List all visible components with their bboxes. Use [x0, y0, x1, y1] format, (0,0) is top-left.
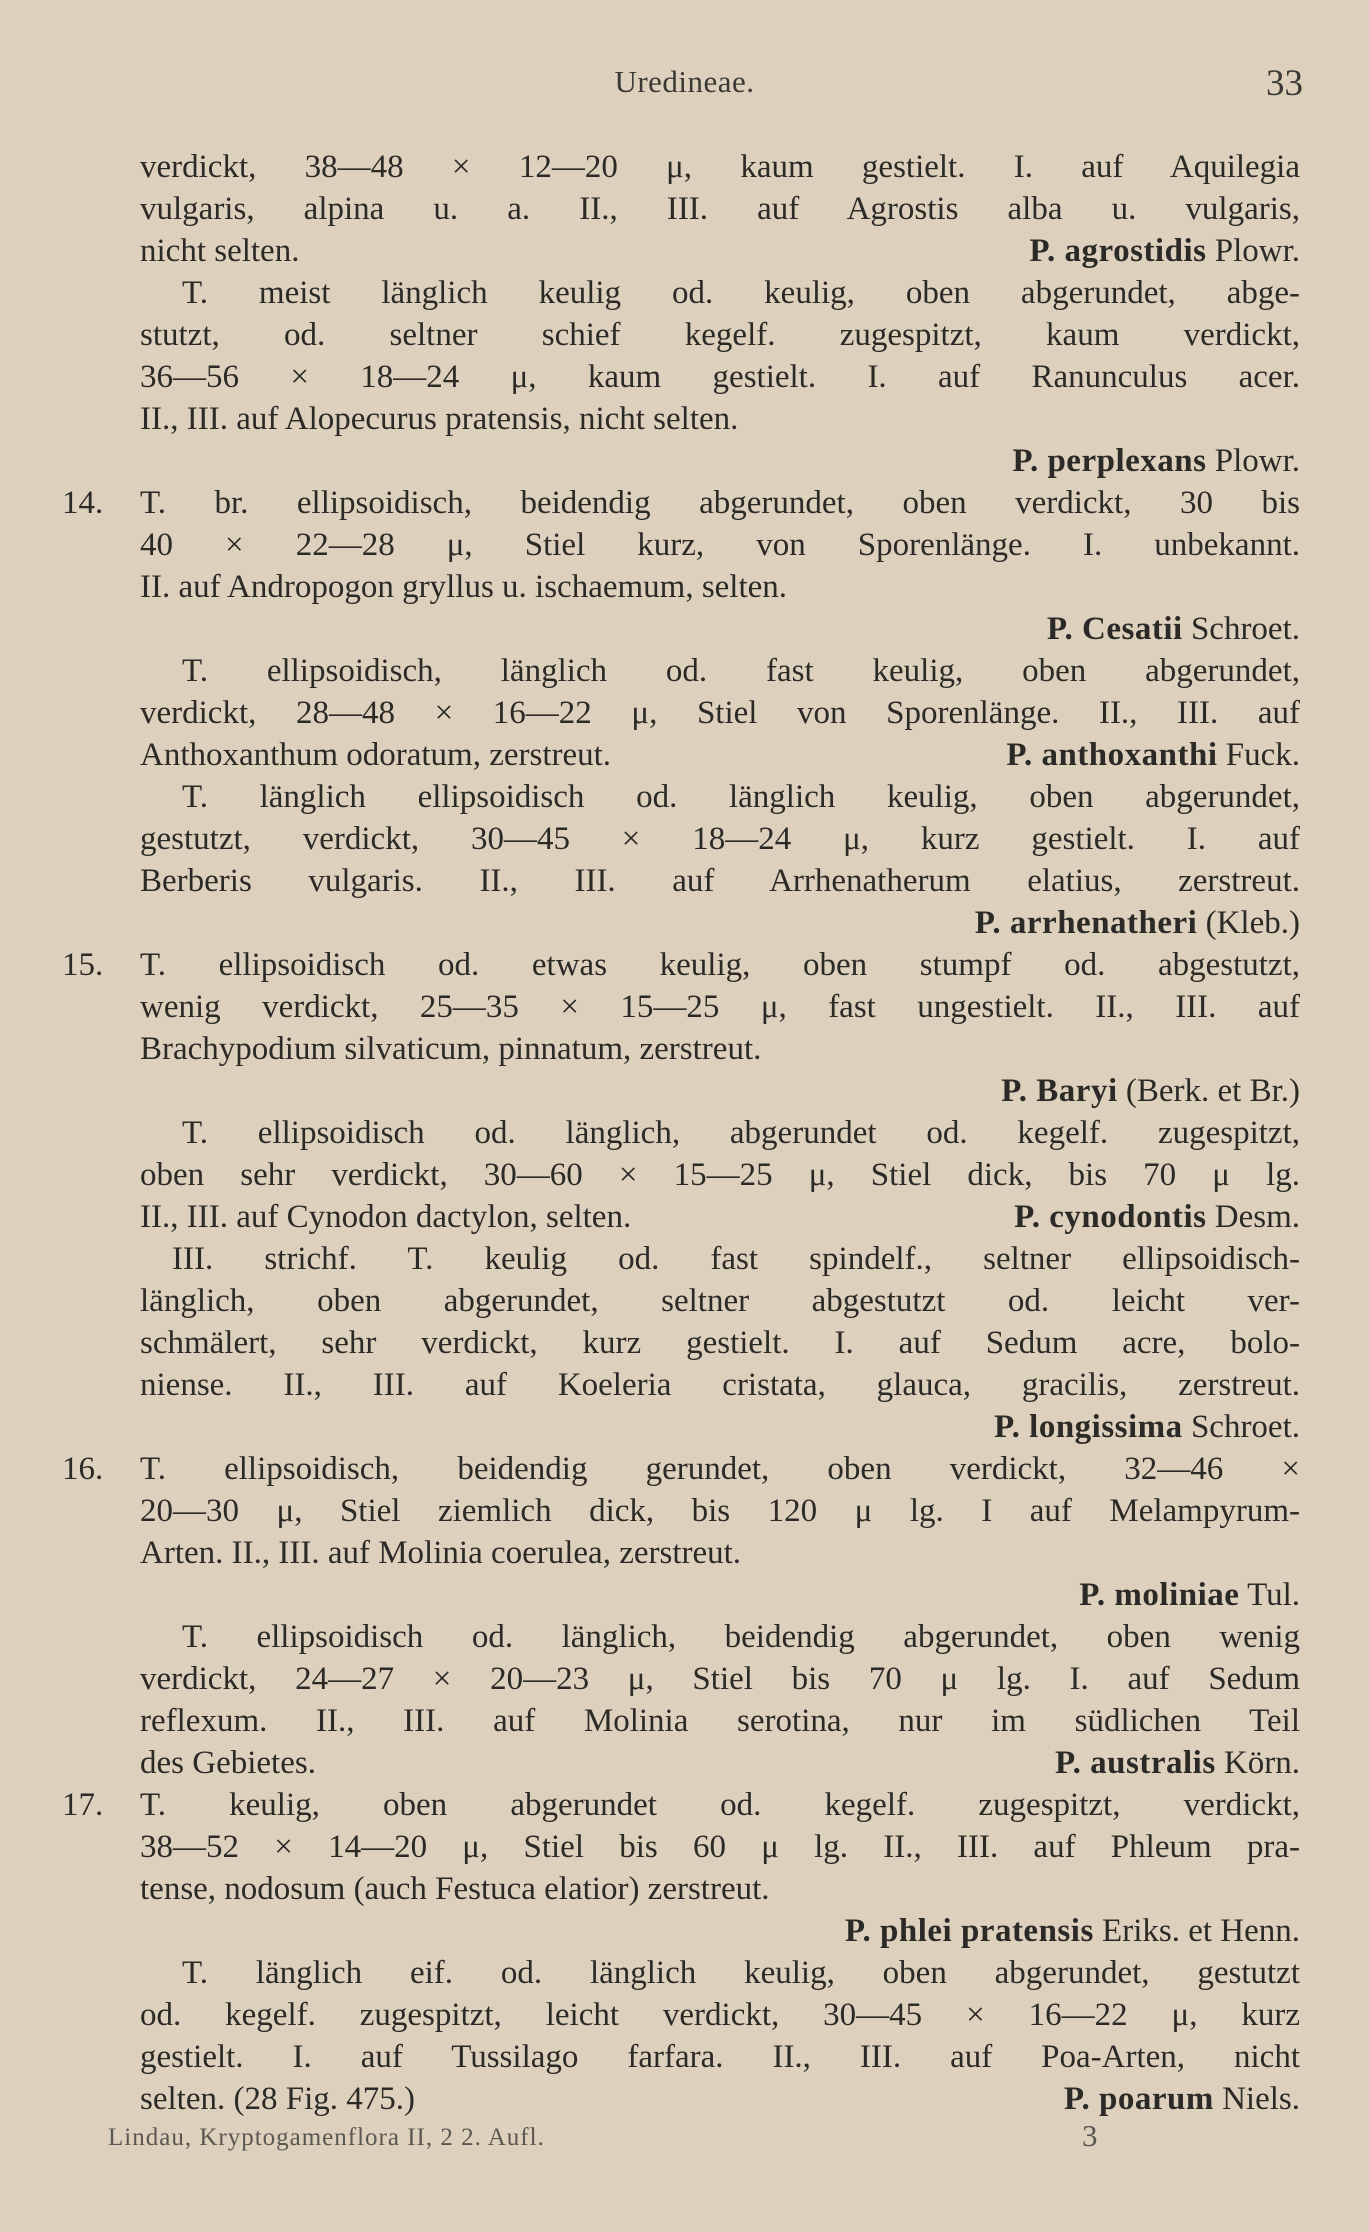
species-name — [1079, 1577, 1300, 1613]
species-binomial: P. australis — [1055, 1745, 1216, 1781]
text-line — [62, 1784, 1300, 1826]
line-text: T. ellipsoidisch, beidendig gerundet, oben verdickt, 32—46 × — [140, 1451, 1300, 1487]
text-line — [140, 902, 1300, 944]
species-binomial: P. Baryi — [1001, 1073, 1118, 1109]
line-text: niense. II., III. auf Koeleria cristata, glauca, gracilis, zerstreut. — [140, 1367, 1300, 1403]
text-line — [140, 650, 1300, 692]
entry-number: 14. — [62, 485, 104, 521]
line-text: od. kegelf. zugespitzt, leicht verdickt, 30—45 × 16—22 μ, kurz — [140, 1997, 1300, 2033]
line-text: T. br. ellipsoidisch, beidendig abgerundet, oben verdickt, 30 bis — [140, 485, 1300, 521]
text-line — [140, 1364, 1300, 1406]
text-line — [140, 2078, 1300, 2120]
line-text: gestielt. I. auf Tussilago farfara. II., III. auf Poa-Arten, nicht — [140, 2039, 1300, 2075]
footer-citation: Lindau, Kryptogamenflora II, 2 2. Aufl. — [108, 2124, 545, 2151]
text-line — [140, 230, 1300, 272]
line-text: Berberis vulgaris. II., III. auf Arrhenatherum elatius, zerstreut. — [140, 863, 1300, 899]
line-text: des Gebietes. — [140, 1745, 316, 1781]
species-author: Niels. — [1213, 2081, 1300, 2117]
line-text: T. länglich ellipsoidisch od. länglich keulig, oben abgerundet, — [182, 779, 1300, 815]
species-author: Desm. — [1206, 1199, 1300, 1235]
running-title: Uredineae. — [614, 64, 755, 99]
line-text: oben sehr verdickt, 30—60 × 15—25 μ, Stiel dick, bis 70 μ lg. — [140, 1157, 1300, 1193]
line-text: verdickt, 28—48 × 16—22 μ, Stiel von Sporenlänge. II., III. auf — [140, 695, 1300, 731]
text-line — [140, 1196, 1300, 1238]
species-name — [845, 1913, 1300, 1949]
species-author: Körn. — [1215, 1745, 1300, 1781]
species-name — [1001, 1073, 1300, 1109]
text-line — [140, 146, 1300, 188]
line-text: III. strichf. T. keulig od. fast spindelf., seltner ellipsoidisch- — [172, 1241, 1300, 1277]
signature-mark: 3 — [1082, 2118, 1098, 2153]
text-line — [140, 986, 1300, 1028]
species-name — [1006, 734, 1300, 776]
line-text: 40 × 22—28 μ, Stiel kurz, von Sporenlänge. I. unbekannt. — [140, 527, 1300, 563]
text-line — [140, 1406, 1300, 1448]
line-text: reflexum. II., III. auf Molinia serotina, nur im südlichen Teil — [140, 1703, 1300, 1739]
species-name — [1029, 230, 1300, 272]
species-name — [975, 905, 1300, 941]
species-binomial: P. Cesatii — [1046, 611, 1183, 647]
page-number: 33 — [1266, 63, 1303, 104]
text-line — [140, 1574, 1300, 1616]
species-author: Plowr. — [1206, 233, 1300, 269]
species-binomial: P. phlei pratensis — [844, 1913, 1094, 1949]
text-line — [140, 566, 1300, 608]
text-line — [140, 1322, 1300, 1364]
line-text: T. ellipsoidisch, länglich od. fast keulig, oben abgerundet, — [182, 653, 1300, 689]
text-line — [140, 1994, 1300, 2036]
text-line — [140, 1658, 1300, 1700]
species-binomial: P. cynodontis — [1014, 1199, 1207, 1235]
text-body — [62, 146, 1300, 2120]
species-author: Tul. — [1239, 1577, 1300, 1613]
species-binomial: P. arrhenatheri — [974, 905, 1198, 941]
species-name — [994, 1409, 1300, 1445]
text-line — [140, 314, 1300, 356]
species-binomial: P. agrostidis — [1029, 233, 1207, 269]
text-line — [140, 608, 1300, 650]
species-author: (Berk. et Br.) — [1117, 1073, 1300, 1109]
text-line — [140, 1910, 1300, 1952]
entry-number: 17. — [62, 1787, 104, 1823]
line-text: II., III. auf Cynodon dactylon, selten. — [140, 1199, 632, 1235]
species-author: (Kleb.) — [1197, 905, 1300, 941]
line-text: T. länglich eif. od. länglich keulig, oben abgerundet, gestutzt — [182, 1955, 1300, 1991]
line-text: Arten. II., III. auf Molinia coerulea, zerstreut. — [140, 1535, 742, 1571]
species-binomial: P. poarum — [1063, 2081, 1214, 2117]
line-text: wenig verdickt, 25—35 × 15—25 μ, fast ungestielt. II., III. auf — [140, 989, 1300, 1025]
species-author: Plowr. — [1206, 443, 1300, 479]
page-header — [0, 58, 1369, 118]
species-binomial: P. perplexans — [1012, 443, 1207, 479]
line-text: länglich, oben abgerundet, seltner abgestutzt od. leicht ver- — [140, 1283, 1300, 1319]
species-name — [1047, 611, 1300, 647]
line-text: gestutzt, verdickt, 30—45 × 18—24 μ, kurz gestielt. I. auf — [140, 821, 1300, 857]
line-text: schmälert, sehr verdickt, kurz gestielt. I. auf Sedum acre, bolo- — [140, 1325, 1300, 1361]
species-name — [1014, 1196, 1300, 1238]
text-line — [140, 1826, 1300, 1868]
text-line — [140, 776, 1300, 818]
line-text: Brachypodium silvaticum, pinnatum, zerstreut. — [140, 1031, 762, 1067]
species-name — [1012, 443, 1300, 479]
line-text: verdickt, 24—27 × 20—23 μ, Stiel bis 70 μ lg. I. auf Sedum — [140, 1661, 1300, 1697]
text-line — [140, 524, 1300, 566]
species-author: Fuck. — [1217, 737, 1300, 773]
text-line — [140, 1490, 1300, 1532]
text-line — [140, 734, 1300, 776]
text-line — [140, 1112, 1300, 1154]
line-text: tense, nodosum (auch Festuca elatior) zerstreut. — [140, 1871, 770, 1907]
text-line — [140, 1532, 1300, 1574]
line-text: T. ellipsoidisch od. länglich, beidendig abgerundet, oben wenig — [182, 1619, 1300, 1655]
text-line — [140, 2036, 1300, 2078]
text-line — [140, 1616, 1300, 1658]
line-text: stutzt, od. seltner schief kegelf. zugespitzt, kaum verdickt, — [140, 317, 1300, 353]
line-text: verdickt, 38—48 × 12—20 μ, kaum gestielt. I. auf Aquilegia — [140, 149, 1300, 185]
species-author: Schroet. — [1182, 1409, 1300, 1445]
text-line — [62, 482, 1300, 524]
species-author: Eriks. et Henn. — [1093, 1913, 1300, 1949]
line-text: T. ellipsoidisch od. länglich, abgerundet od. kegelf. zugespitzt, — [182, 1115, 1300, 1151]
text-line — [62, 1448, 1300, 1490]
text-line — [140, 1742, 1300, 1784]
species-name — [1055, 1742, 1300, 1784]
entry-number: 15. — [62, 947, 104, 983]
line-text: Anthoxanthum odoratum, zerstreut. — [140, 737, 612, 773]
text-line — [140, 1952, 1300, 1994]
text-line — [140, 356, 1300, 398]
line-text: T. meist länglich keulig od. keulig, oben abgerundet, abge- — [182, 275, 1300, 311]
text-line — [140, 1028, 1300, 1070]
text-line — [140, 1238, 1300, 1280]
text-line — [140, 398, 1300, 440]
text-line — [140, 1154, 1300, 1196]
species-author: Schroet. — [1182, 611, 1300, 647]
line-text: II., III. auf Alopecurus pratensis, nicht selten. — [140, 401, 739, 437]
line-text: T. keulig, oben abgerundet od. kegelf. zugespitzt, verdickt, — [140, 1787, 1300, 1823]
text-line — [140, 1700, 1300, 1742]
text-line — [140, 188, 1300, 230]
text-line — [140, 818, 1300, 860]
line-text: 38—52 × 14—20 μ, Stiel bis 60 μ lg. II., III. auf Phleum pra- — [140, 1829, 1300, 1865]
text-line — [140, 1868, 1300, 1910]
text-line — [140, 440, 1300, 482]
species-binomial: P. moliniae — [1079, 1577, 1240, 1613]
text-line — [62, 944, 1300, 986]
line-text: II. auf Andropogon gryllus u. ischaemum, selten. — [140, 569, 788, 605]
text-line — [140, 1070, 1300, 1112]
text-line — [140, 692, 1300, 734]
species-name — [1064, 2078, 1300, 2120]
line-text: 20—30 μ, Stiel ziemlich dick, bis 120 μ lg. I auf Melampyrum- — [140, 1493, 1300, 1529]
species-binomial: P. longissima — [994, 1409, 1183, 1445]
species-binomial: P. anthoxanthi — [1006, 737, 1218, 773]
line-text: selten. (28 Fig. 475.) — [140, 2081, 415, 2117]
text-line — [140, 1280, 1300, 1322]
line-text: nicht selten. — [140, 233, 300, 269]
line-text: vulgaris, alpina u. a. II., III. auf Agrostis alba u. vulgaris, — [140, 191, 1300, 227]
text-line — [140, 272, 1300, 314]
text-line — [140, 860, 1300, 902]
line-text: 36—56 × 18—24 μ, kaum gestielt. I. auf Ranunculus acer. — [140, 359, 1300, 395]
entry-number: 16. — [62, 1451, 104, 1487]
line-text: T. ellipsoidisch od. etwas keulig, oben stumpf od. abgestutzt, — [140, 947, 1300, 983]
